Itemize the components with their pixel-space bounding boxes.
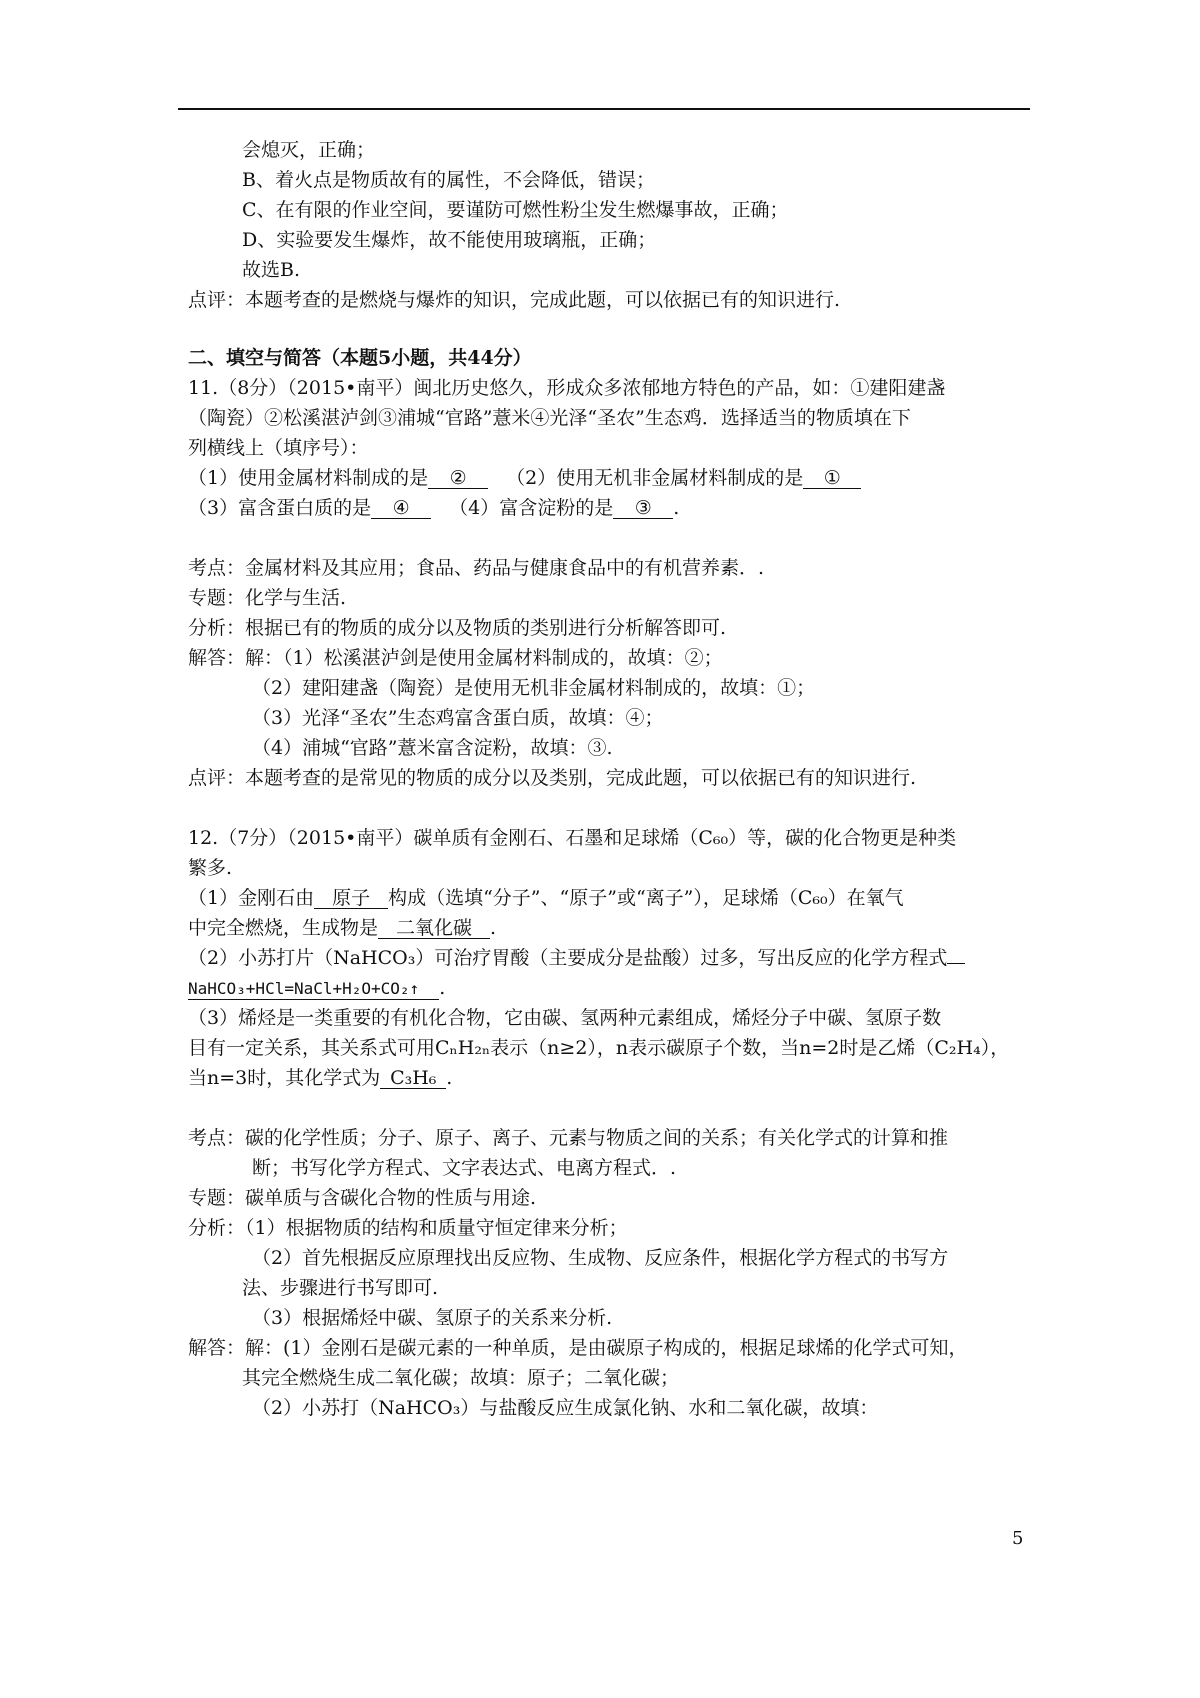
q12-fenxi-4: （3）根据烯烃中碳、氢原子的关系来分析.	[252, 1307, 613, 1329]
q12-part1-text-a: （1）金刚石由	[188, 887, 315, 909]
q11-zhuanti: 专题：化学与生活.	[188, 587, 347, 609]
q11-stem-2: （陶瓷）②松溪湛泸剑③浦城“官路”薏米④光泽“圣农”生态鸡．选择适当的物质填在下	[188, 407, 911, 429]
q11-fenxi: 分析：根据已有的物质的成分以及物质的类别进行分析解答即可.	[188, 617, 727, 639]
q12-zhuanti: 专题：碳单质与含碳化合物的性质与用途.	[188, 1187, 537, 1209]
q12-answer-3: C₃H₆	[380, 1068, 446, 1089]
option-c: C、在有限的作业空间，要谨防可燃性粉尘发生燃爆事故，正确；	[242, 199, 789, 221]
q12-stem-2: 繁多.	[188, 857, 233, 879]
q12-part2-text: （2）小苏打片（NaHCO₃）可治疗胃酸（主要成分是盐酸）过多，写出反应的化学方程式	[188, 947, 948, 969]
q11-answer-1: ②	[428, 468, 488, 489]
q12-kaodian-2: 断；书写化学方程式、文字表达式、电离方程式．.	[252, 1157, 677, 1179]
q12-part3-line1: （3）烯烃是一类重要的有机化合物，它由碳、氢两种元素组成，烯烃分子中碳、氢原子数	[188, 1007, 942, 1029]
q12-part1-line1	[188, 886, 904, 910]
q11-jieda-4: （4）浦城“官路”薏米富含淀粉，故填：③.	[252, 737, 613, 759]
q12-equation-blank-start	[947, 963, 965, 964]
q12-jieda-1: 解答：解：(1）金刚石是碳元素的一种单质，是由碳原子构成的，根据足球烯的化学式可知，	[188, 1337, 968, 1359]
q11-part4-text: （4）富含淀粉的是	[449, 497, 614, 519]
q11-answer-4: ③	[613, 498, 673, 519]
q11-parts-2	[188, 496, 679, 520]
q11-kaodian: 考点：金属材料及其应用；食品、药品与健康食品中的有机营养素．.	[188, 557, 765, 579]
q11-part4-end: .	[673, 497, 680, 519]
q11-part3-text: （3）富含蛋白质的是	[188, 497, 372, 519]
q12-equation-end: .	[439, 977, 446, 999]
q12-part1-end: .	[490, 917, 497, 939]
q11-answer-3: ④	[371, 498, 431, 519]
q11-part2-text: （2）使用无机非金属材料制成的是	[506, 467, 804, 489]
page-number: 5	[1012, 1528, 1024, 1549]
option-d: D、实验要发生爆炸，故不能使用玻璃瓶，正确；	[242, 229, 657, 251]
q11-part1-text: （1）使用金属材料制成的是	[188, 467, 429, 489]
q12-kaodian-1: 考点：碳的化学性质；分子、原子、离子、元素与物质之间的关系；有关化学式的计算和推	[188, 1127, 949, 1149]
option-b: B、着火点是物质故有的属性，不会降低，错误；	[242, 169, 655, 191]
q12-stem-1: 12.（7分）（2015•南平）碳单质有金刚石、石墨和足球烯（C₆₀）等，碳的化合物更是种类	[188, 827, 957, 849]
q12-part3-end: .	[446, 1067, 453, 1089]
q11-stem-1: 11.（8分）（2015•南平）闽北历史悠久，形成众多浓郁地方特色的产品，如：①建阳建盏	[188, 377, 946, 399]
header-rule	[178, 108, 1030, 110]
q12-fenxi-1: 分析：（1）根据物质的结构和质量守恒定律来分析；	[188, 1217, 628, 1239]
q12-part3-line2: 目有一定关系，其关系式可用CₙH₂ₙ表示（n≥2），n表示碳原子个数，当n=2时是乙烯（C₂H₄），	[188, 1037, 1010, 1059]
q11-parts-1	[188, 466, 861, 490]
q11-answer-2: ①	[803, 468, 861, 489]
q12-fenxi-2: （2）首先根据反应原理找出反应物、生成物、反应条件，根据化学方程式的书写方	[252, 1247, 949, 1269]
q11-dianping: 点评：本题考查的是常见的物质的成分以及类别，完成此题，可以依据已有的知识进行.	[188, 767, 917, 789]
q11-jieda-2: （2）建阳建盏（陶瓷）是使用无机非金属材料制成的，故填：①；	[252, 677, 816, 699]
section-heading: 二、填空与简答（本题5小题，共44分）	[188, 347, 532, 369]
q12-jieda-3: （2）小苏打（NaHCO₃）与盐酸反应生成氯化钠、水和二氧化碳，故填：	[252, 1397, 879, 1419]
q12-fenxi-3: 法、步骤进行书写即可.	[242, 1277, 439, 1299]
q12-part1-text-b: 构成（选填“分子”、“原子”或“离子”），足球烯（C₆₀）在氧气	[388, 887, 904, 909]
q11-jieda-3: （3）光泽“圣农”生态鸡富含蛋白质，故填：④；	[252, 707, 664, 729]
q12-part3-line3	[188, 1066, 452, 1090]
q11-jieda-1: 解答：解：（1）松溪湛泸剑是使用金属材料制成的，故填：②；	[188, 647, 723, 669]
q12-part3-text: 当n=3时，其化学式为	[188, 1067, 381, 1089]
q12-part2-line2	[188, 976, 445, 1000]
q12-jieda-2: 其完全燃烧生成二氧化碳；故填：原子；二氧化碳；	[242, 1367, 680, 1389]
q12-part1-text-c: 中完全燃烧，生成物是	[188, 917, 379, 939]
answer-choice: 故选B.	[242, 259, 301, 281]
q11-stem-3: 列横线上（填序号）：	[188, 437, 369, 459]
q12-answer-1: 原子	[314, 888, 388, 909]
q12-answer-2: 二氧化碳	[378, 918, 490, 939]
q12-equation-answer: NaHCO₃+HCl=NaCl+H₂O+CO₂↑	[188, 979, 439, 1000]
q12-part2-line1	[188, 946, 965, 970]
comment-line: 点评：本题考查的是燃烧与爆炸的知识，完成此题，可以依据已有的知识进行.	[188, 289, 841, 311]
q12-part1-line2	[188, 916, 496, 940]
text-line: 会熄灭，正确；	[242, 139, 376, 161]
